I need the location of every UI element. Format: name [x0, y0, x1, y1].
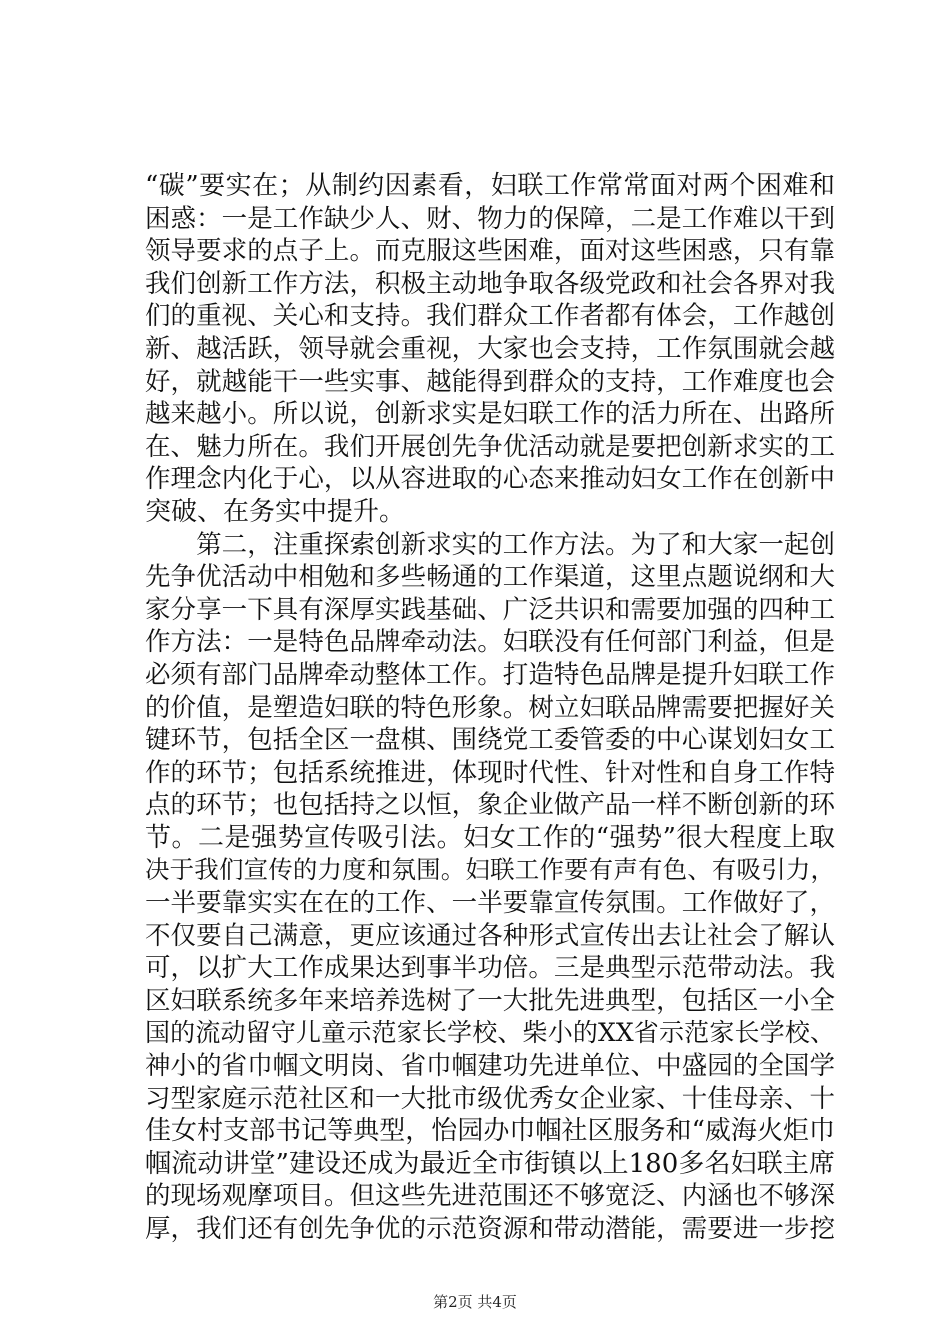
text-line: 必须有部门品牌牵动整体工作。打造特色品牌是提升妇联工作	[145, 659, 835, 690]
text-line: 节。二是强势宣传吸引法。妇女工作的“强势”很大程度上取	[145, 822, 835, 853]
text-line: 帼流动讲堂”建设还成为最近全市街镇以上180多名妇联主席	[145, 1148, 835, 1179]
text-line: 区妇联系统多年来培养选树了一大批先进典型，包括区一小全	[145, 985, 835, 1016]
text-line: 困惑：一是工作缺少人、财、物力的保障，二是工作难以干到	[145, 203, 835, 234]
text-line: 突破、在务实中提升。	[145, 496, 406, 527]
text-line: 决于我们宣传的力度和氛围。妇联工作要有声有色、有吸引力，	[145, 855, 835, 885]
text-line: 在、魅力所在。我们开展创先争优活动就是要把创新求实的工	[145, 431, 835, 462]
text-line: 领导要求的点子上。而克服这些困难，面对这些困惑，只有靠	[145, 236, 835, 267]
text-line: 们的重视、关心和支持。我们群众工作者都有体会，工作越创	[145, 301, 835, 332]
text-line: 的现场观摩项目。但这些先进范围还不够宽泛、内涵也不够深	[145, 1181, 835, 1212]
text-line: 键环节，包括全区一盘棋、围绕党工委管委的中心谋划妇女工	[145, 725, 835, 756]
text-line: 作方法：一是特色品牌牵动法。妇联没有任何部门利益，但是	[145, 627, 835, 658]
text-line: 点的环节；也包括持之以恒，象企业做产品一样不断创新的环	[145, 790, 835, 821]
page-number-footer: 第2页 共4页	[433, 1293, 517, 1311]
text-line: 不仅要自己满意，更应该通过各种形式宣传出去让社会了解认	[145, 920, 835, 951]
text-line: 神小的省巾帼文明岗、省巾帼建功先进单位、中盛园的全国学	[145, 1051, 835, 1082]
text-line: “碳”要实在；从制约因素看，妇联工作常常面对两个困难和	[145, 171, 835, 201]
text-line: 佳女村支部书记等典型，怡园办巾帼社区服务和“威海火炬巾	[145, 1116, 835, 1147]
text-line: 作理念内化于心，以从容进取的心态来推动妇女工作在创新中	[145, 464, 835, 495]
document-body	[145, 170, 835, 1246]
text-line: 家分享一下具有深厚实践基础、广泛共识和需要加强的四种工	[145, 594, 835, 625]
text-line: 作的环节；包括系统推进，体现时代性、针对性和自身工作特	[145, 757, 835, 788]
text-line: 先争优活动中相勉和多些畅通的工作渠道，这里点题说纲和大	[145, 562, 835, 593]
text-line: 越来越小。所以说，创新求实是妇联工作的活力所在、出路所	[145, 399, 835, 430]
text-line: 第二，注重探索创新求实的工作方法。为了和大家一起创	[145, 529, 835, 560]
text-line: 好，就越能干一些实事、越能得到群众的支持，工作难度也会	[145, 366, 835, 397]
text-line: 我们创新工作方法，积极主动地争取各级党政和社会各界对我	[145, 268, 835, 299]
text-line: 一半要靠实实在在的工作、一半要靠宣传氛围。工作做好了，	[145, 888, 835, 919]
text-line: 习型家庭示范社区和一大批市级优秀女企业家、十佳母亲、十	[145, 1083, 835, 1114]
text-line: 的价值，是塑造妇联的特色形象。树立妇联品牌需要把握好关	[145, 692, 835, 723]
text-line: 国的流动留守儿童示范家长学校、柴小的XX省示范家长学校、	[145, 1018, 835, 1048]
text-line: 厚，我们还有创先争优的示范资源和带动潜能，需要进一步挖	[145, 1214, 835, 1244]
text-line: 新、越活跃，领导就会重视，大家也会支持，工作氛围就会越	[145, 333, 835, 364]
text-line: 可，以扩大工作成果达到事半功倍。三是典型示范带动法。我	[145, 953, 835, 984]
